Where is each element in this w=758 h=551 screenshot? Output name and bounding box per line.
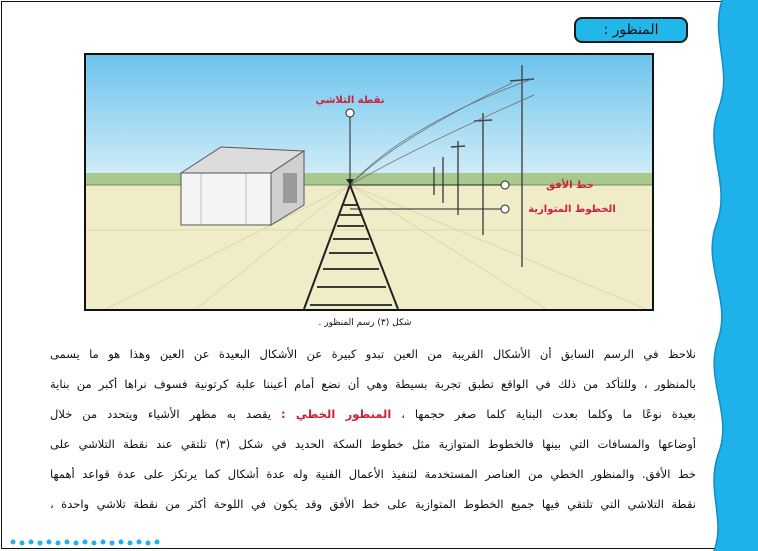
- side-wave-decoration: [692, 0, 758, 551]
- paragraph-line-2: بالمنظور ، وللتأكد من ذلك في الواقع تطبق تجربة بسيطة وهي أن نضع أمام أعيننا علبة كرتونية فسوف نراها أكبر من بناية: [50, 377, 696, 391]
- paragraph-line-3-start: بعيدة نوعًا ما وكلما بعدت البناية كلما صغر حجمها ،: [391, 407, 696, 421]
- paragraph-line-6: نقطة التلاشي التي تلتقي فيها جميع الخطوط المتوازية على خط الأفق وقد يكون في اللوحة أكثر من نقطة تلاشي واحدة ،: [50, 497, 696, 511]
- paragraph-line-5: خط الأفق. والمنظور الخطي من العناصر المستخدمة لتنفيذ الأعمال الفنية وله عدة أشكال كما يرتكز على عدة قواعد أهمها: [50, 467, 696, 481]
- parallel-lines-marker: [501, 205, 509, 213]
- vanishing-point-marker: [346, 109, 354, 117]
- label-parallel-lines: الخطوط المتوازية: [528, 204, 616, 215]
- paragraph-line-3: [50, 407, 696, 421]
- figure-caption: شكل (٣) رسم المنظور .: [318, 318, 412, 328]
- perspective-illustration: [86, 55, 652, 309]
- paragraph-line-1: نلاحظ في الرسم السابق أن الأشكال القريبة من العين تبدو كبيرة عن الأشكال البعيدة عن العين وهذا هو ما يسمى: [50, 347, 696, 361]
- sky: [86, 55, 652, 185]
- section-heading-text: المنظور :: [603, 22, 659, 38]
- section-heading: [574, 17, 688, 43]
- label-horizon-line: خط الأفق: [546, 180, 594, 191]
- linear-perspective-term: المنظور الخطي :: [281, 407, 392, 421]
- perspective-figure: [84, 53, 654, 311]
- paragraph-line-4: أوضاعها والمسافات التي بينها فالخطوط المتوازية مثل خطوط السكة الحديد في شكل (٣) تلتقي عند نقطة التلاشي على: [50, 437, 696, 451]
- bottom-dots-decoration: [8, 536, 208, 548]
- label-vanishing-point: نقطة التلاشي: [315, 95, 385, 106]
- paragraph-line-3-end: يقصد به مظهر الأشياء ويتحدد من خلال: [50, 407, 282, 421]
- horizon-marker: [501, 181, 509, 189]
